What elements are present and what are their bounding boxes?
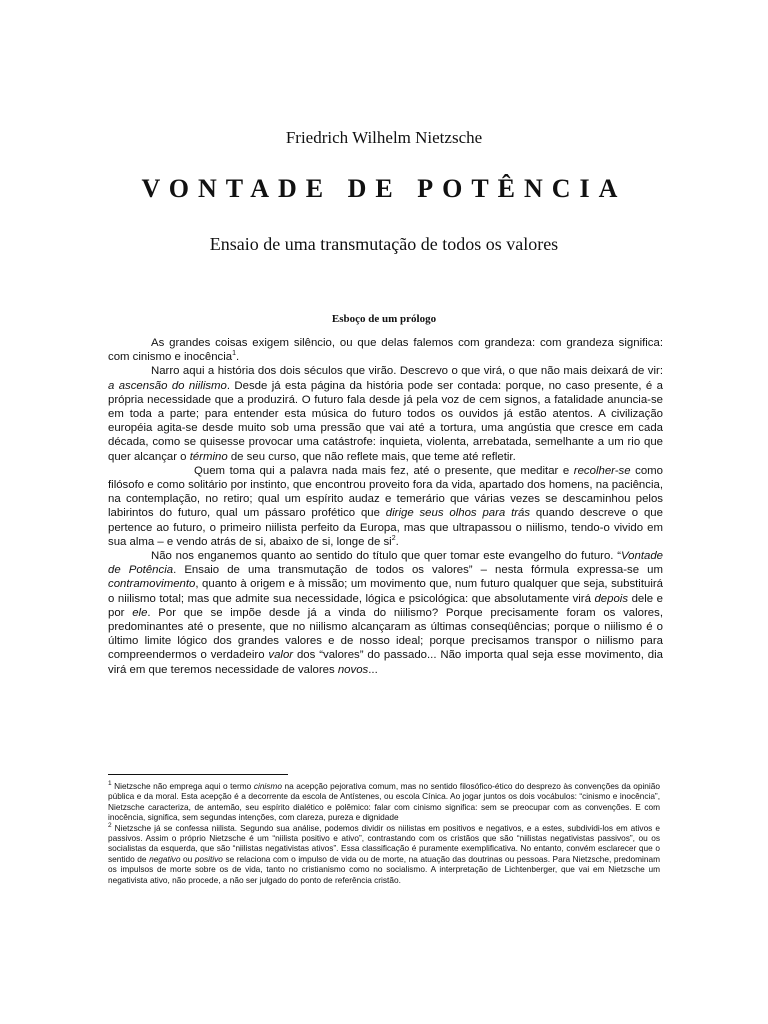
- footnote-ref-2[interactable]: 2: [391, 535, 396, 543]
- paragraph-3: Quem toma qui a palavra nada mais fez, até o presente, que meditar e recolher-se como filósofo e como solitário por instinto, que encontrou proveito fora da vida, apartado dos homens, na paciência, na contemplação, no retiro; qual um espírito audaz e temerário que várias vezes se descaminhou pelos labirintos do futuro, qual um pássaro profético que dirige seus olhos para trás quando descreve o que pertence ao futuro, o primeiro niilista perfeito da Europa, mas que ultrapassou o niilismo, tendo-o vivido em sua alma – e vendo atrás de si, abaixo de si, longe de $si^2$.: [108, 464, 663, 548]
- paragraph-4: Não nos enganemos quanto ao sentido do título que quer tomar este evangelho do futuro. “Vontade de Potência. Ensaio de uma transmutação de todos os valores” – nesta fórmula expressa-se um contramovimento, quanto à origem e à missão; um movimento que, num futuro qualquer que seja, substituirá o niilismo total; mas que admite sua necessidade, lógica e psicológica: que absolutamente virá depois dele e por ele. Por que se impõe desde já a vinda do niilismo? Porque precisamente foram os valores, predominantes até o presente, que no niilismo alcançaram as últimas conseqüências; porque o niilismo é o último limite lógico dos grandes valores e de nosso ideal; porque precisamos transpor o niilismo para compreendermos o verdadeiro valor dos “valores” do passado... Não importa qual seja esse movimento, dia virá em que teremos necessidade de valores novos...: [108, 550, 663, 676]
- book-subtitle: Ensaio de uma transmutação de todos os valores: [209, 234, 559, 254]
- footnote-marker-1: 1: [108, 780, 112, 788]
- footnote-marker-2: 2: [108, 821, 112, 829]
- paragraph-2: Narro aqui a história dos dois séculos que virão. Descrevo o que virá, o que não mais deixará de vir: a ascensão do niilismo. Desde já esta página da história pode ser contada: porque, no caso presente, é a própria necessidade que a produzirá. O futuro fala desde já pela voz de cem signos, a fatalidade anuncia-se em toda a parte; para entender esta música do futuro todos os ouvidos já estão atentos. A civilização européia agita-se desde muito sob uma pressão que vai até a tortura, uma angústia que cresce em cada década, como se quisesse provocar uma catástrofe: inquieta, violenta, arrebatada, semelhante a um rio que quer alcançar o término de seu curso, que não reflete mais, que teme até refletir.: [108, 365, 663, 463]
- paragraph-1: As grandes coisas exigem silêncio, ou que delas falemos com grandeza: com grandeza significa: com cinismo e inocência$^1$.: [108, 337, 663, 364]
- book-title: VONTADE DE POTÊNCIA: [141, 174, 627, 203]
- prologue-body: [108, 336, 663, 677]
- footnote-divider: [108, 774, 288, 775]
- footnote-ref-1[interactable]: 1: [232, 350, 236, 358]
- footnote-2: $^2$ Nietzsche já se confessa niilista. Segundo sua análise, podemos dividir os niilistas em positivos e negativos, e a estes, subdividi-los em ativos e passivos. Assim o próprio Nietzsche é um “niilista positivo e ativo”, contrastando com os cristãos que são “niilistas negativistas passivos”, ou os socialistas da esquerda, que são “niilistas negativistas ativos”. Essa classificação é puramente exemplificativa. No entanto, convém esclarecer que o sentido de negativo ou positivo se relaciona com o impulso de vida ou de morte, na atuação das doutrinas ou pessoas. Para Nietzsche, predominam os impulsos de morte sobre os de vida, tanto no cristianismo como no socialismo. A interpretação de Lichtenberger, que vai em Nietzsche um negativista ativo, não procede, a não ser julgado do ponto de referência cristão.: [108, 821, 660, 885]
- footnotes: [108, 781, 660, 885]
- footnote-1: $^1$ Nietzsche não emprega aqui o termo cinismo na acepção pejorativa comum, mas no sentido filosófico-ético do desprezo às convenções da opinião pública e da moral. Esta acepção é a decorrente da escola de Antístenes, ou escola Cínica. Ao jogar juntos os dois vocábulos: “cinismo e inocência”, Nietzsche caracteriza, de antemão, seu espírito dialético e polêmico: falar com cinismo significa: sem se preocupar com as convenções. E com inocência, significa, sem segundas intenções, com clareza, pureza e dignidade: [108, 780, 660, 823]
- section-heading: Esboço de um prólogo: [331, 313, 437, 325]
- author-name: Friedrich Wilhelm Nietzsche: [285, 128, 483, 147]
